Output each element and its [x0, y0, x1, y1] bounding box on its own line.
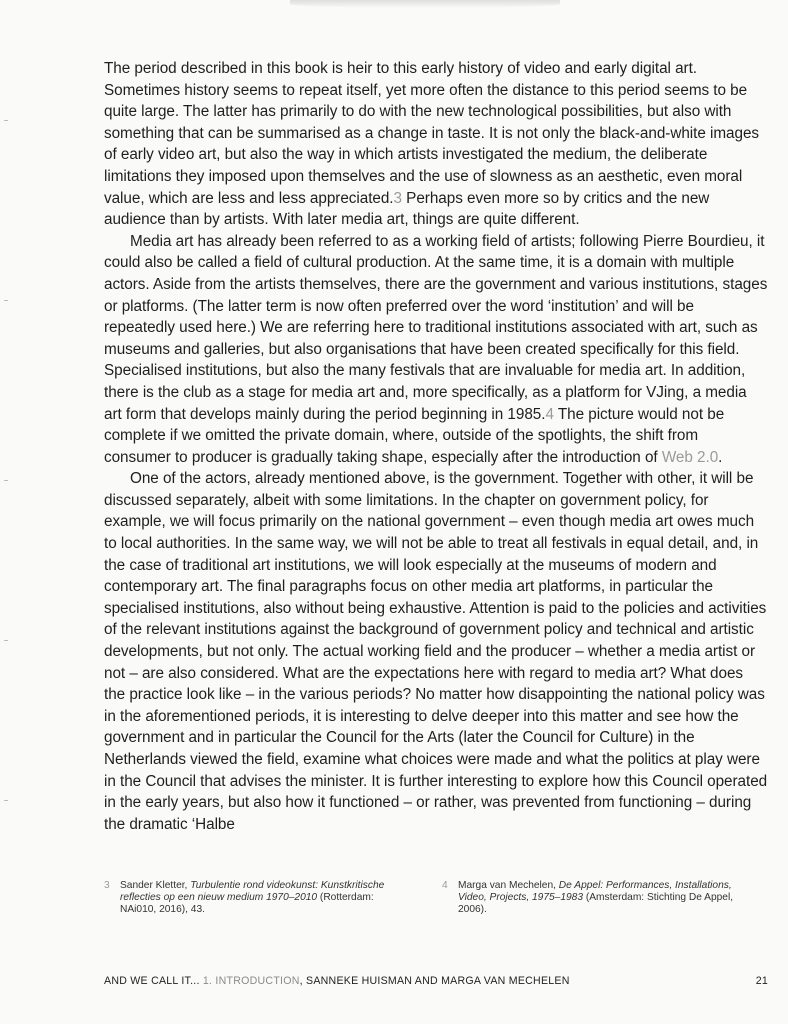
footer-book-title: AND WE CALL IT...: [104, 975, 200, 987]
margin-mark: [4, 300, 8, 301]
web-2-0-link[interactable]: Web 2.0: [661, 448, 719, 466]
paragraph-2: [104, 231, 768, 469]
footnote-4: [442, 880, 762, 917]
paragraph-1-text-a: The period described in this book is heir to this early history of video and early digital art. Sometimes history seems to repeat itself, yet more often the distance to this period seems to be quite large. The latter has primarily to do with the new technological possibilities, but also with something that can be summarised as a change in taste. It is not only the black-and-white images of early video art, but also the way in which artists investigated the medium, the deliberate limitations they imposed upon themselves and the use of slowness as an aesthetic, even moral value, which are less and less appreciated.: [104, 60, 760, 207]
paragraph-3: One of the actors, already mentioned above, is the government. Together with other, it will be discussed separately, albeit with some limitations. In the chapter on government policy, for example, we will focus primarily on the national government – even though media art owes much to local authorities. In the same way, we will not be able to treat all festivals in equal detail, and, in the case of traditional art institutions, we will look especially at the museums of modern and contemporary art. The final paragraphs focus on other media art platforms, in particular the specialised institutions, also without being exhaustive. Attention is paid to the policies and activities of the relevant institutions against the background of government policy and technical and artistic developments, but not only. The actual working field and the producer – whether a media artist or not – are also considered. What are the expectations here with regard to media art? What does the practice look like – in the various periods? No matter how disappointing the national policy was in the aforementioned periods, it is interesting to delve deeper into this matter and see how the government and in particular the Council for the Arts (later the Council for Culture) in the Netherlands viewed the field, examine what choices were made and what the politics at play were in the Council that advises the minister. It is further interesting to explore how this Council operated in the early years, but also how it functioned – or rather, was prevented from functioning – during the dramatic ‘Halbe: [104, 470, 768, 833]
footnote-author: Sander Kletter,: [120, 880, 191, 891]
page-shadow: [290, 0, 560, 8]
footnote-text: [458, 880, 762, 917]
footer-authors: , SANNEKE HUISMAN AND MARGA VAN MECHELEN: [299, 975, 570, 987]
paragraph-2-text-b: The picture would not be complete if we omitted the private domain, where, outside of the spotlights, the shift from consumer to producer is gradually taking shape, especially after the introduction of: [104, 405, 725, 466]
footnote-title: Turbulentie rond videokunst: Kunstkritische reflecties op een nieuw medium 1970–2010: [120, 880, 385, 904]
footnote-ref-4[interactable]: 4: [545, 405, 554, 423]
margin-mark: [4, 800, 8, 801]
footnote-number: 4: [442, 880, 448, 891]
body-text: [104, 58, 768, 835]
footnote-number: 3: [104, 880, 110, 891]
footnote-publication: (Rotterdam: NAi010, 2016), 43.: [120, 892, 374, 916]
footnote-publication: (Amsterdam: Stichting De Appel, 2006).: [458, 892, 734, 916]
paragraph-2-text-c: .: [718, 448, 723, 466]
footnote-3: [104, 880, 404, 917]
footnote-title: De Appel: Performances, Installations, Video, Projects, 1975–1983: [458, 880, 732, 904]
footnote-author: Marga van Mechelen,: [458, 880, 559, 891]
footer-chapter: 1. INTRODUCTION: [199, 975, 300, 987]
paragraph-1: [104, 58, 768, 231]
running-footer: [104, 975, 768, 991]
footnote-ref-3[interactable]: 3: [393, 189, 402, 207]
margin-mark: [4, 480, 8, 481]
footnote-text: [120, 880, 404, 917]
page-number: 21: [755, 975, 768, 987]
paragraph-1-text-b: Perhaps even more so by critics and the new audience than by artists. With later media art, things are quite different.: [104, 189, 710, 229]
margin-mark: [4, 120, 8, 121]
footer-running-title: [104, 975, 570, 987]
paragraph-2-text-a: Media art has already been referred to as a working field of artists; following Pierre Bourdieu, it could also be called a field of cultural production. At the same time, it is a domain with multiple actors. Aside from the artists themselves, there are the government and various institutions, stages or platforms. (The latter term is now often preferred over the word ‘institution’ and will be repeatedly used here.) We are referring here to traditional institutions associated with art, such as museums and galleries, but also organisations that have been created specifically for this field. Specialised institutions, but also the many festivals that are invaluable for media art. In addition, there is the club as a stage for media art and, more specifically, as a platform for VJing, a media art form that develops mainly during the period beginning in 1985.: [104, 232, 768, 423]
margin-mark: [4, 640, 8, 641]
